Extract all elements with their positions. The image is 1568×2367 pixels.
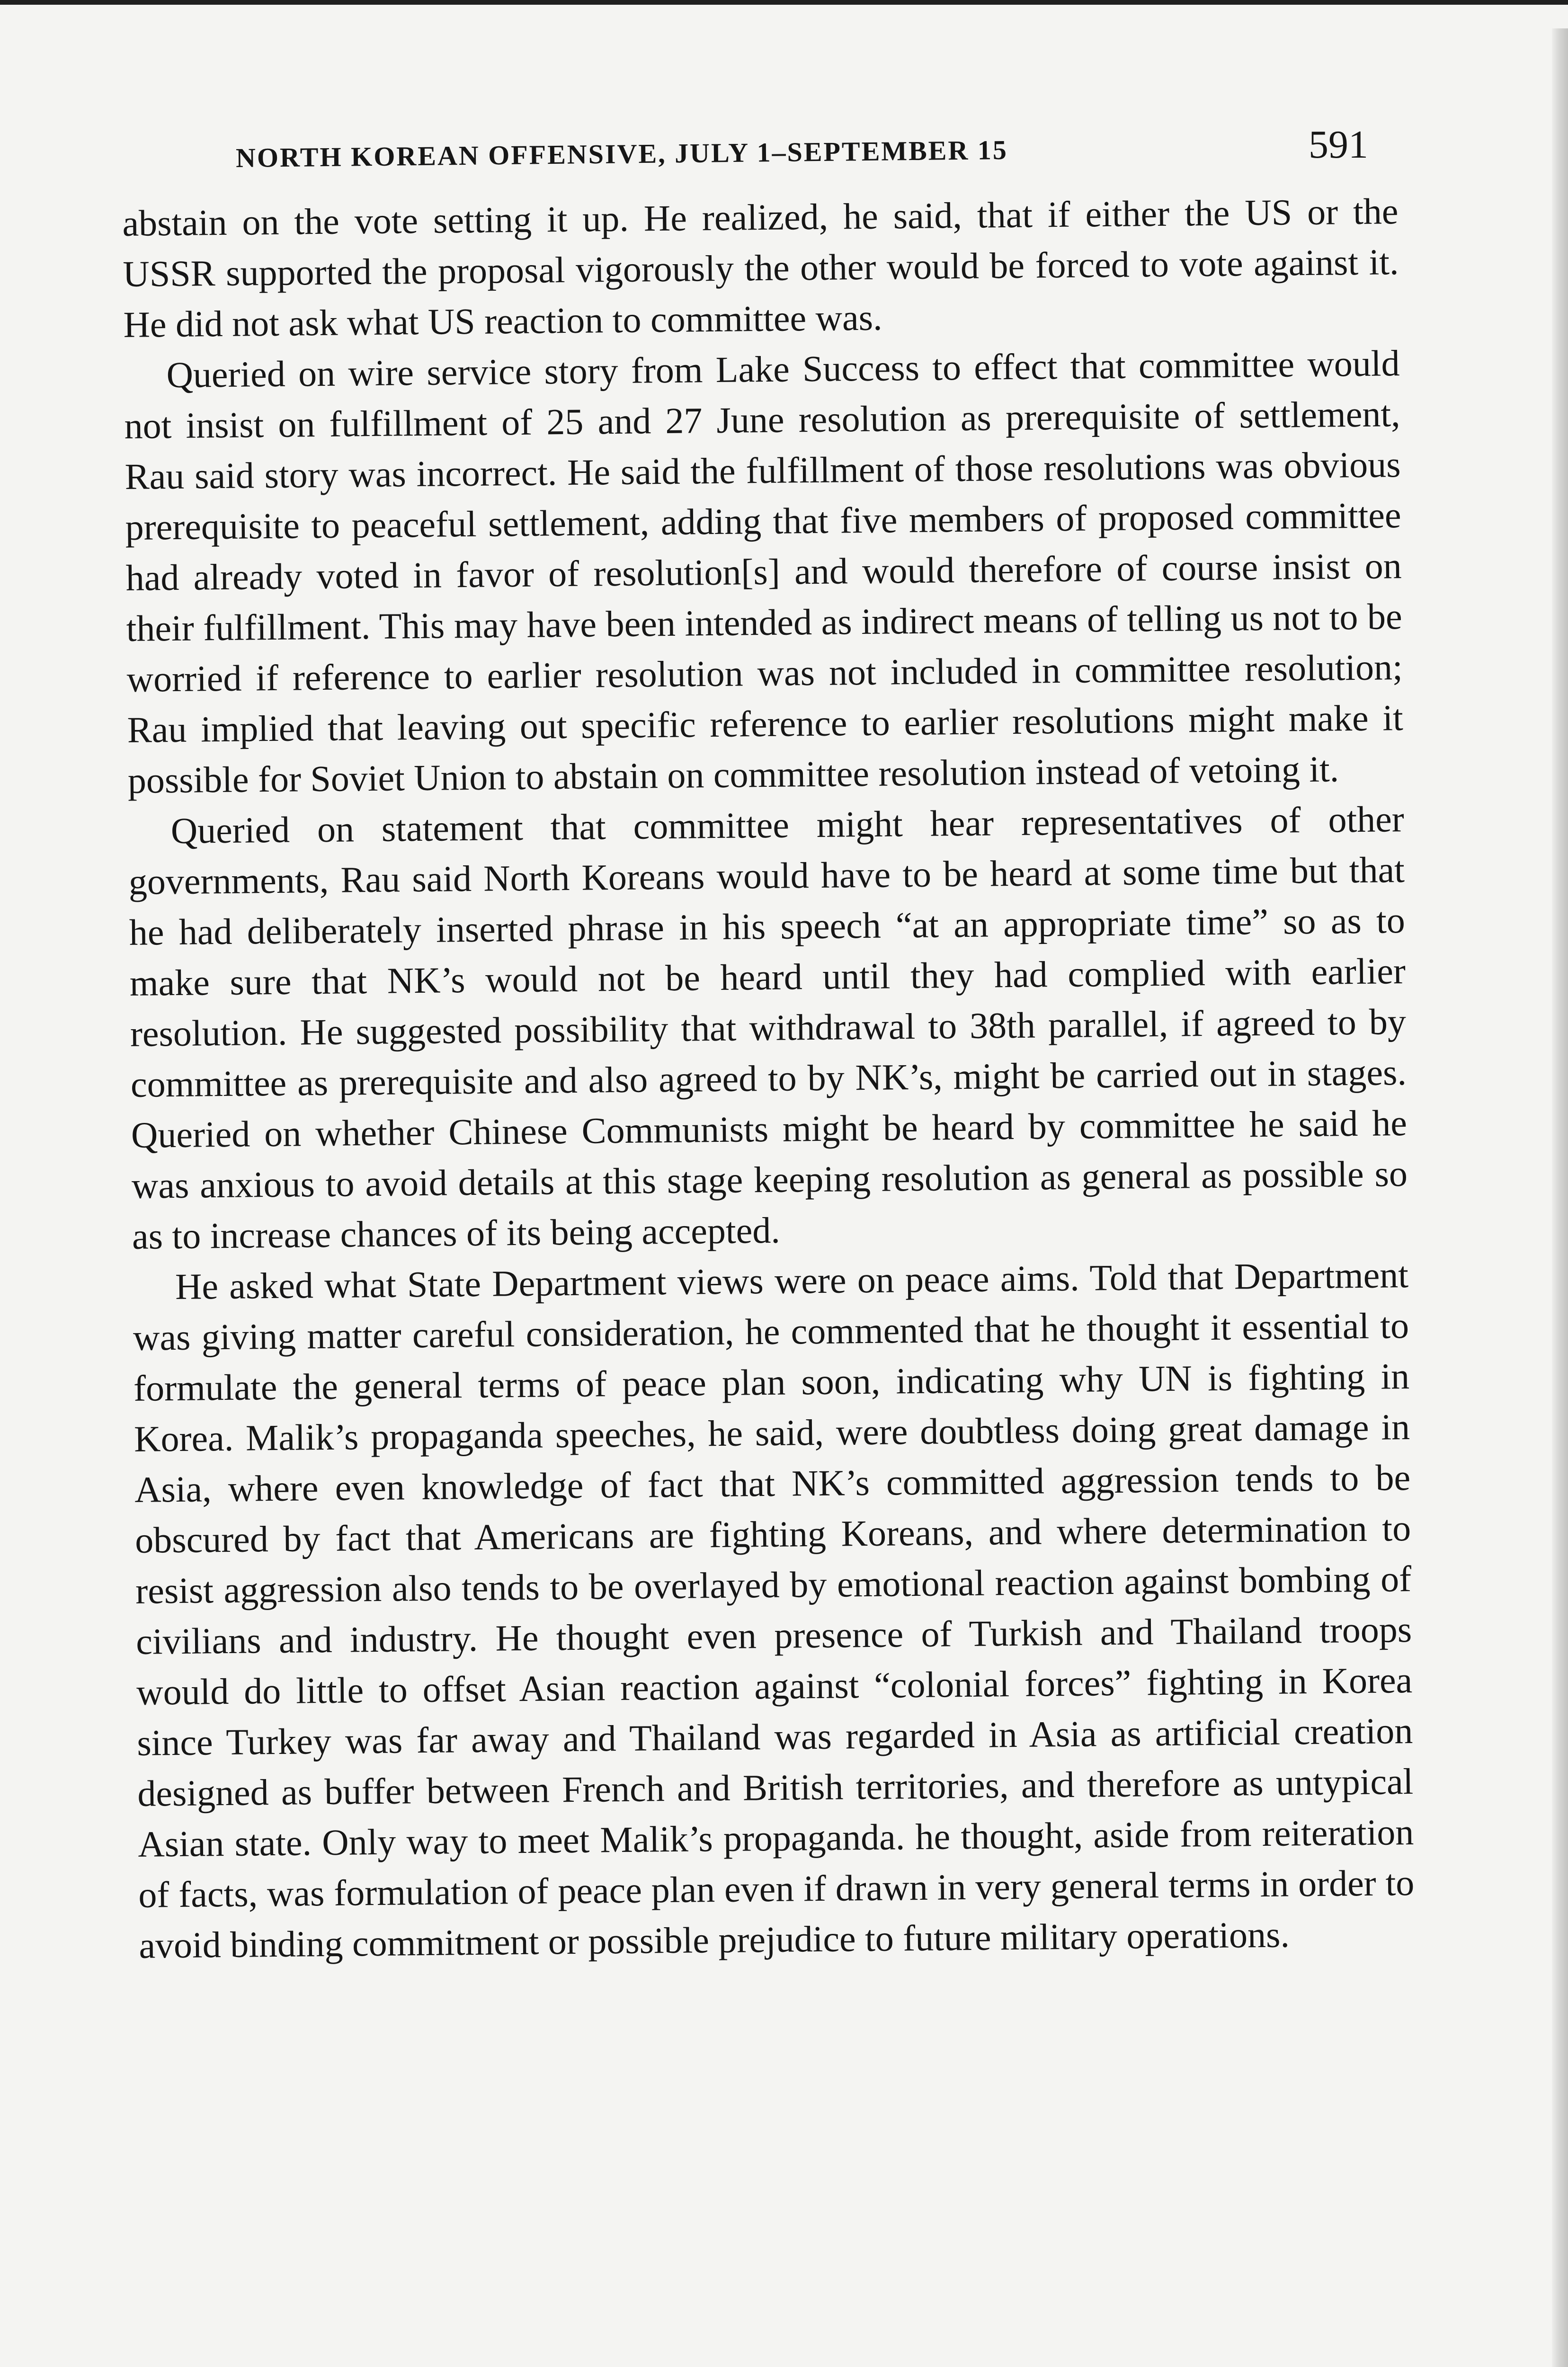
- paragraph-1: abstain on the vote setting it up. He realized, he said, that if either the US or the USSR supported the proposal vigorously the other would be forced to vote against it. He did not ask what US reaction to committee was.: [122, 190, 1399, 345]
- paragraph-2: Queried on wire service story from Lake Success to effect that committee would not insist on fulfillment of 25 and 27 June resolution as prerequisite of settlement, Rau said story was incorrect. He said the fulfillment of those resolutions was obvious prerequisite to peaceful settlement, adding that five members of proposed committee had already voted in favor of resolution[s] and would therefore of course insist on their fulfillment. This may have been intended as indirect means of telling us not to be worried if reference to earlier resolution was not included in committee resolution; Rau implied that leaving out specific reference to earlier resolutions might make it possible for Soviet Union to abstain on committee resolution instead of vetoing it.: [124, 342, 1404, 801]
- paragraph-4: He asked what State Department views were on peace aims. Told that Department was giving matter careful consideration, he commented that he thought it essential to formulate the general terms of peace plan soon, indicating why UN is fighting in Korea. Malik’s propaganda speeches, he said, were doubtless doing great damage in Asia, where even knowledge of fact that NK’s committed aggression tends to be obscured by fact that Americans are fighting Koreans, and where determination to resist aggression also tends to be overlayed by emotional reaction against bombing of civilians and industry. He thought even presence of Turkish and Thailand troops would do little to offset Asian reaction against “colonial forces” fighting in Korea since Turkey was far away and Thailand was regarded in Asia as artificial creation designed as buffer between French and British territories, and therefore as untypical Asian state. Only way to meet Malik’s propaganda. he thought, aside from reiteration of facts, was formulation of peace plan even if drawn in very general terms in order to avoid binding commitment or possible prejudice to future military operations.: [133, 1254, 1415, 1966]
- body-text: [122, 186, 1415, 1971]
- page-number: 591: [1309, 123, 1368, 167]
- running-title: NORTH KOREAN OFFENSIVE, JULY 1–SEPTEMBER 15: [235, 134, 1008, 173]
- running-head: [118, 121, 1368, 173]
- page-binding-edge: [1552, 28, 1568, 2367]
- scan-top-border: [0, 0, 1568, 5]
- paragraph-3: Queried on statement that committee might hear representatives of other governments, Rau said North Koreans would have to be heard at some time but that he had deliberately inserted phrase in his speech “at an appropriate time” so as to make sure that NK’s would not be heard until they had complied with earlier resolution. He suggested possibility that withdrawal to 38th parallel, if agreed to by committee as prerequisite and also agreed to by NK’s, might be carried out in stages. Queried on whether Chinese Communists might be heard by committee he said he was anxious to avoid details at this stage keeping resolution as general as possible so as to increase chances of its being accepted.: [128, 798, 1408, 1257]
